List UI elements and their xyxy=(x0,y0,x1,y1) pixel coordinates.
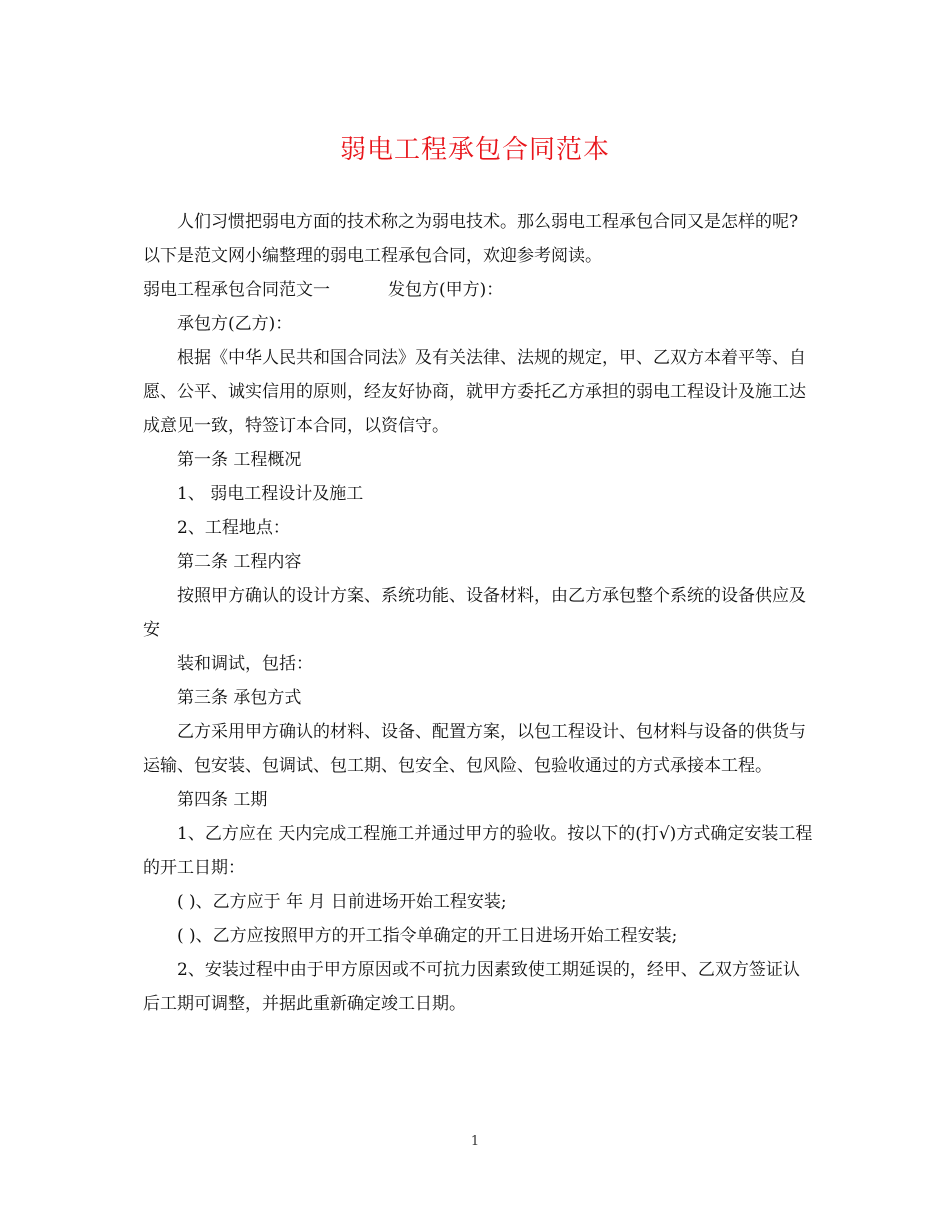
document-body xyxy=(143,205,813,1021)
article-4-option-2: ( )、乙方应按照甲方的开工指令单确定的开工日进场开始工程安装; xyxy=(177,926,678,946)
party-a-label: 发包方(甲方)： xyxy=(388,280,504,300)
page-number: 1 xyxy=(470,1134,480,1149)
article-4-option-1: ( )、乙方应于 年 月 日前进场开始工程安装; xyxy=(177,892,507,912)
article-2-text: 按照甲方确认的设计方案、系统功能、设备材料，由乙方承包整个系统的设备供应及安 xyxy=(143,586,806,640)
preamble-paragraph: 根据《中华人民共和国合同法》及有关法律、法规的规定，甲、乙双方本着平等、自愿、公平、诚实信用的原则，经友好协商，就甲方委托乙方承担的弱电工程设计及施工达成意见一致，特签订本合同，以资信守。 xyxy=(143,348,806,436)
intro-paragraph: 人们习惯把弱电方面的技术称之为弱电技术。那么弱电工程承包合同又是怎样的呢?以下是范文网小编整理的弱电工程承包合同，欢迎参考阅读。 xyxy=(143,212,799,266)
article-3-text: 乙方采用甲方确认的材料、设备、配置方案，以包工程设计、包材料与设备的供货与运输、包安装、包调试、包工期、包安全、包风险、包验收通过的方式承接本工程。 xyxy=(143,722,806,776)
document-title: 弱电工程承包合同范本 xyxy=(339,135,610,165)
article-2-heading: 第二条 工程内容 xyxy=(177,552,302,572)
article-4-item-1: 1、乙方应在 天内完成工程施工并通过甲方的验收。按以下的(打√)方式确定安装工程的开工日期： xyxy=(143,824,813,878)
article-1-heading: 第一条 工程概况 xyxy=(177,450,302,470)
example-title: 弱电工程承包合同范文一 xyxy=(143,280,330,300)
article-4-heading: 第四条 工期 xyxy=(177,790,268,810)
party-b-label: 承包方(乙方)： xyxy=(177,314,293,334)
article-1-item-1: 1、 弱电工程设计及施工 xyxy=(177,484,364,504)
article-1-item-2: 2、工程地点： xyxy=(177,518,290,538)
article-3-heading: 第三条 承包方式 xyxy=(177,688,302,708)
article-2-text-continued: 装和调试，包括： xyxy=(177,654,313,674)
article-4-item-2: 2、安装过程中由于甲方原因或不可抗力因素致使工期延误的，经甲、乙双方签证认后工期可调整，并据此重新确定竣工日期。 xyxy=(143,960,800,1014)
example-title-line xyxy=(143,273,813,307)
